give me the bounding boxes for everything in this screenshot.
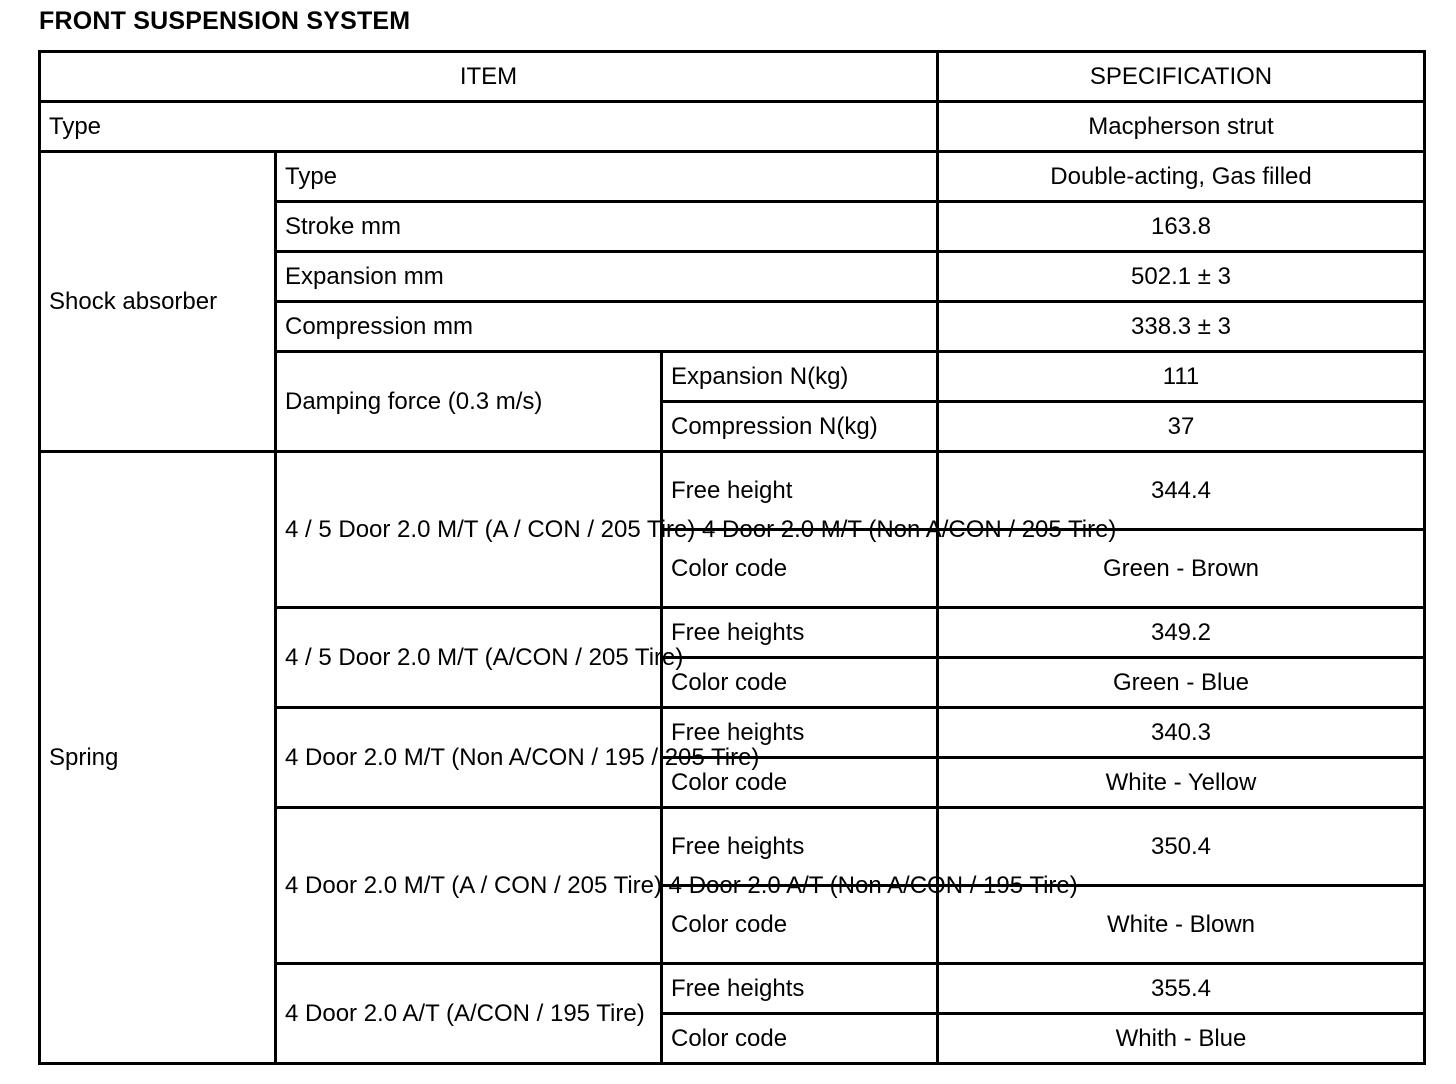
shock-absorber-label: Shock absorber [40, 152, 276, 452]
free-height-label: Free height [662, 452, 938, 530]
color-code-value: White - Blown [938, 886, 1425, 964]
free-height-value: 350.4 [938, 808, 1425, 886]
free-height-label: Free heights [662, 608, 938, 658]
spring-group-label: 4 / 5 Door 2.0 M/T (A / CON / 205 Tire) 4 Door 2.0 M/T (Non A/CON / 205 Tire) [276, 452, 662, 608]
table-row [40, 102, 1425, 152]
free-height-value: 340.3 [938, 708, 1425, 758]
color-code-value: Whith - Blue [938, 1014, 1425, 1064]
color-code-label: Color code [662, 886, 938, 964]
color-code-value: Green - Blue [938, 658, 1425, 708]
expansion-label: Expansion mm [276, 252, 938, 302]
shock-type-value: Double-acting, Gas filled [938, 152, 1425, 202]
color-code-label: Color code [662, 530, 938, 608]
spring-group-label: 4 Door 2.0 A/T (A/CON / 195 Tire) [276, 964, 662, 1064]
table-row [40, 452, 1425, 530]
spring-group-label: 4 Door 2.0 M/T (A / CON / 205 Tire) 4 Door 2.0 A/T (Non A/CON / 195 Tire) [276, 808, 662, 964]
color-code-label: Color code [662, 1014, 938, 1064]
type-value: Macpherson strut [938, 102, 1425, 152]
free-height-value: 344.4 [938, 452, 1425, 530]
color-code-value: Green - Brown [938, 530, 1425, 608]
color-code-label: Color code [662, 658, 938, 708]
table-row [40, 152, 1425, 202]
damping-force-label: Damping force (0.3 m/s) [276, 352, 662, 452]
header-row [40, 52, 1425, 102]
color-code-label: Color code [662, 758, 938, 808]
damping-compression-value: 37 [938, 402, 1425, 452]
compression-value: 338.3 ± 3 [938, 302, 1425, 352]
free-height-label: Free heights [662, 964, 938, 1014]
spring-group-label: 4 / 5 Door 2.0 M/T (A/CON / 205 Tire) [276, 608, 662, 708]
color-code-value: White - Yellow [938, 758, 1425, 808]
spring-group-label: 4 Door 2.0 M/T (Non A/CON / 195 / 205 Tire) [276, 708, 662, 808]
expansion-value: 502.1 ± 3 [938, 252, 1425, 302]
stroke-value: 163.8 [938, 202, 1425, 252]
spring-label: Spring [40, 452, 276, 1064]
spec-table [38, 50, 1426, 1065]
damping-compression-label: Compression N(kg) [662, 402, 938, 452]
damping-expansion-value: 111 [938, 352, 1425, 402]
free-height-value: 355.4 [938, 964, 1425, 1014]
header-item: ITEM [40, 52, 938, 102]
free-height-value: 349.2 [938, 608, 1425, 658]
shock-type-label: Type [276, 152, 938, 202]
document-title: FRONT SUSPENSION SYSTEM [39, 7, 411, 35]
damping-expansion-label: Expansion N(kg) [662, 352, 938, 402]
free-height-label: Free heights [662, 708, 938, 758]
free-height-label: Free heights [662, 808, 938, 886]
stroke-label: Stroke mm [276, 202, 938, 252]
header-specification: SPECIFICATION [938, 52, 1425, 102]
type-label: Type [40, 102, 938, 152]
compression-label: Compression mm [276, 302, 938, 352]
